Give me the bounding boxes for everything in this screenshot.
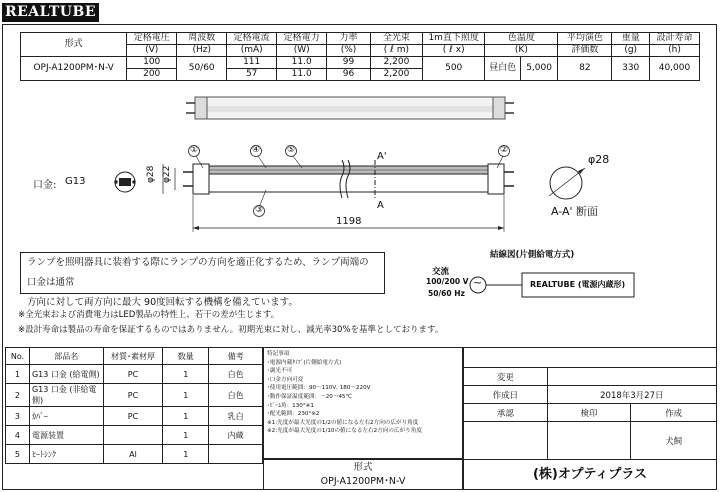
spec-voltage-2: 200	[127, 69, 177, 81]
header-pf: 力率	[327, 33, 371, 45]
spec-life: 40,000	[649, 57, 699, 81]
parts-header-name: 部品名	[29, 348, 103, 365]
table-row	[6, 407, 263, 426]
parts-header-qty: 数量	[163, 348, 209, 365]
parts-qty: 1	[163, 445, 209, 464]
parts-material: PC	[103, 384, 163, 407]
approve-stamp	[464, 422, 548, 460]
section-view	[549, 167, 585, 199]
parts-no: 5	[6, 445, 30, 464]
header-illum: 1m直下照度	[422, 33, 484, 45]
realtube-logo: REALTUBE	[2, 3, 99, 22]
spec-pf-1: 99	[327, 57, 371, 69]
parts-remark: 白色	[209, 365, 263, 384]
parts-remark	[209, 445, 263, 464]
spec-frequency: 50/60	[177, 57, 227, 81]
table-row	[6, 426, 263, 445]
created-date: 2018年3月27日	[547, 386, 716, 404]
spec-voltage-1: 100	[127, 57, 177, 69]
ac-source-icon: ~	[473, 276, 483, 289]
table-row	[6, 445, 263, 464]
section-a: A	[377, 200, 384, 211]
base-value: G13	[65, 176, 86, 187]
parts-qty: 1	[163, 365, 209, 384]
remarks-line: ･ﾋﾞｰﾑ角：130°※1	[267, 402, 314, 409]
remarks-box	[263, 347, 463, 459]
rotation-note-box	[20, 252, 385, 308]
ac-label: 交流	[432, 267, 450, 277]
created-label: 作成日	[464, 386, 548, 404]
change-label: 変更	[464, 368, 548, 386]
author-name: 犬飼	[631, 422, 717, 460]
parts-material	[103, 426, 163, 445]
change-value	[547, 368, 716, 386]
unit-illum: ( ℓ x)	[422, 45, 484, 57]
remarks-line: ･調光不可	[267, 368, 293, 375]
spec-cri: 82	[558, 57, 612, 81]
header-cri: 平均演色	[558, 33, 612, 45]
base-label: 口金:	[33, 180, 57, 191]
parts-qty: 1	[163, 384, 209, 407]
spec-flux-2: 2,200	[370, 69, 422, 81]
parts-remark: 白色	[209, 384, 263, 407]
dim-28: φ28	[146, 165, 156, 183]
parts-no: 2	[6, 384, 30, 407]
spec-weight: 330	[612, 57, 649, 81]
header-frequency: 周波数	[177, 33, 227, 45]
spec-model: OPJ-A1200PM･N-V	[21, 57, 127, 81]
unit-voltage: (V)	[127, 45, 177, 57]
spec-color-name: 昼白色	[485, 57, 520, 81]
base-end-view	[114, 172, 135, 192]
rotation-note-line-1: ランプを照明器具に装着する際にランプの方向を適正化するため、ランプ両端の口金は通常	[27, 257, 369, 288]
unit-current: (mA)	[227, 45, 277, 57]
check-label: 検印	[547, 404, 631, 422]
parts-qty: 1	[163, 426, 209, 445]
approve-label: 承認	[464, 404, 548, 422]
callout-4: ④	[252, 145, 261, 155]
unit-pf: (%)	[327, 45, 371, 57]
parts-name: 電源装置	[29, 426, 103, 445]
header-life: 設計寿命	[649, 33, 699, 45]
spec-current-1: 111	[227, 57, 277, 69]
remarks-line: ･電源内蔵ﾀｲﾌﾟ(片側給電方式)	[267, 359, 342, 366]
author-label: 作成	[631, 404, 717, 422]
parts-header-no: No.	[6, 348, 30, 365]
wiring-title: 結線図(片側給電方式)	[490, 250, 575, 260]
form-model: OPJ-A1200PM･N-V	[320, 476, 406, 487]
parts-qty: 1	[163, 407, 209, 426]
parts-no: 1	[6, 365, 30, 384]
parts-name: G13 口金 (給電側)	[29, 365, 103, 384]
revision-blank	[464, 348, 717, 368]
ac-voltage: 100/200 V	[426, 277, 469, 286]
remarks-line: ･口金方向可変	[267, 376, 304, 383]
unit-flux: ( ℓ m)	[370, 45, 422, 57]
header-weight: 重量	[612, 33, 649, 45]
company-name: (株)オプティプラス	[463, 459, 717, 490]
remarks-line: ･配光範囲：230°※2	[267, 411, 320, 418]
table-row	[6, 365, 263, 384]
remarks-line: ･動作保証温度範囲：－20～45℃	[267, 393, 352, 400]
footnote-1: ※全光束および消費電力はLED製品の特性上、若干の差が生じます。	[18, 310, 280, 320]
table-row	[6, 384, 263, 407]
parts-remark: 乳白	[209, 407, 263, 426]
header-power: 定格電力	[277, 33, 327, 45]
spec-flux-1: 2,200	[370, 57, 422, 69]
unit-cri: 評価数	[558, 45, 612, 57]
callout-3: ③	[255, 205, 264, 215]
parts-name: ｶﾊﾞｰ	[29, 407, 103, 426]
check-stamp	[547, 422, 631, 460]
spec-power-2: 11.0	[277, 69, 327, 81]
revision-table	[463, 347, 717, 460]
section-diameter: φ28	[588, 153, 610, 166]
tube-perspective	[186, 97, 514, 119]
callout-5: ⑤	[287, 145, 296, 155]
callout-1: ①	[190, 145, 199, 155]
spec-power-1: 11.0	[277, 57, 327, 69]
parts-table	[5, 347, 263, 464]
parts-header-material: 材質･素材厚	[103, 348, 163, 365]
header-voltage: 定格電圧	[127, 33, 177, 45]
footnote-2: ※設計寿命は製品の寿命を保証するものではありません。初期光束に対し、減光率30%を基準としております。	[18, 325, 444, 335]
unit-frequency: (Hz)	[177, 45, 227, 57]
rotation-note-line-2: 方向に対して両方向に最大 90度回転する機構を備えています。	[27, 297, 298, 308]
header-flux: 全光束	[370, 33, 422, 45]
remarks-line: 特記事項	[267, 351, 290, 357]
parts-material: Al	[103, 445, 163, 464]
parts-name: G13 口金 (非給電側)	[29, 384, 103, 407]
form-box	[263, 459, 463, 490]
header-current: 定格電流	[227, 33, 277, 45]
unit-life: (h)	[649, 45, 699, 57]
unit-weight: (g)	[612, 45, 649, 57]
header-model: 形式	[21, 33, 127, 57]
parts-header-remark: 備考	[209, 348, 263, 365]
parts-no: 4	[6, 426, 30, 445]
header-cct: 色温度	[485, 33, 558, 45]
parts-no: 3	[6, 407, 30, 426]
section-label: A-A' 断面	[551, 205, 599, 218]
remarks-line: ※1:光度が最大光度の1/2の値になる左右2方向の広がり角度	[267, 419, 419, 426]
spec-cct: 5,000	[520, 57, 557, 81]
parts-remark: 内蔵	[209, 426, 263, 445]
dim-22: φ22	[162, 165, 172, 183]
dim-length: 1198	[336, 216, 362, 227]
parts-material: PC	[103, 365, 163, 384]
remarks-line: ･使用電圧範囲：90～110V, 180～220V	[267, 385, 371, 392]
ac-frequency: 50/60 Hz	[428, 289, 465, 298]
callout-2: ②	[500, 145, 509, 155]
parts-material: PC	[103, 407, 163, 426]
spec-pf-2: 96	[327, 69, 371, 81]
device-box: REALTUBE (電源内蔵形)	[530, 280, 626, 289]
spec-illum: 500	[422, 57, 484, 81]
section-a-prime: A'	[377, 151, 387, 162]
unit-power: (W)	[277, 45, 327, 57]
unit-cct: (K)	[485, 45, 558, 57]
form-label: 形式	[353, 462, 373, 473]
remarks-line: ※2:光度が最大光度の1/10の値になる左右2方向の広がり角度	[267, 428, 422, 435]
parts-name: ﾋｰﾄｼﾝｸ	[29, 445, 103, 464]
spec-current-2: 57	[227, 69, 277, 81]
